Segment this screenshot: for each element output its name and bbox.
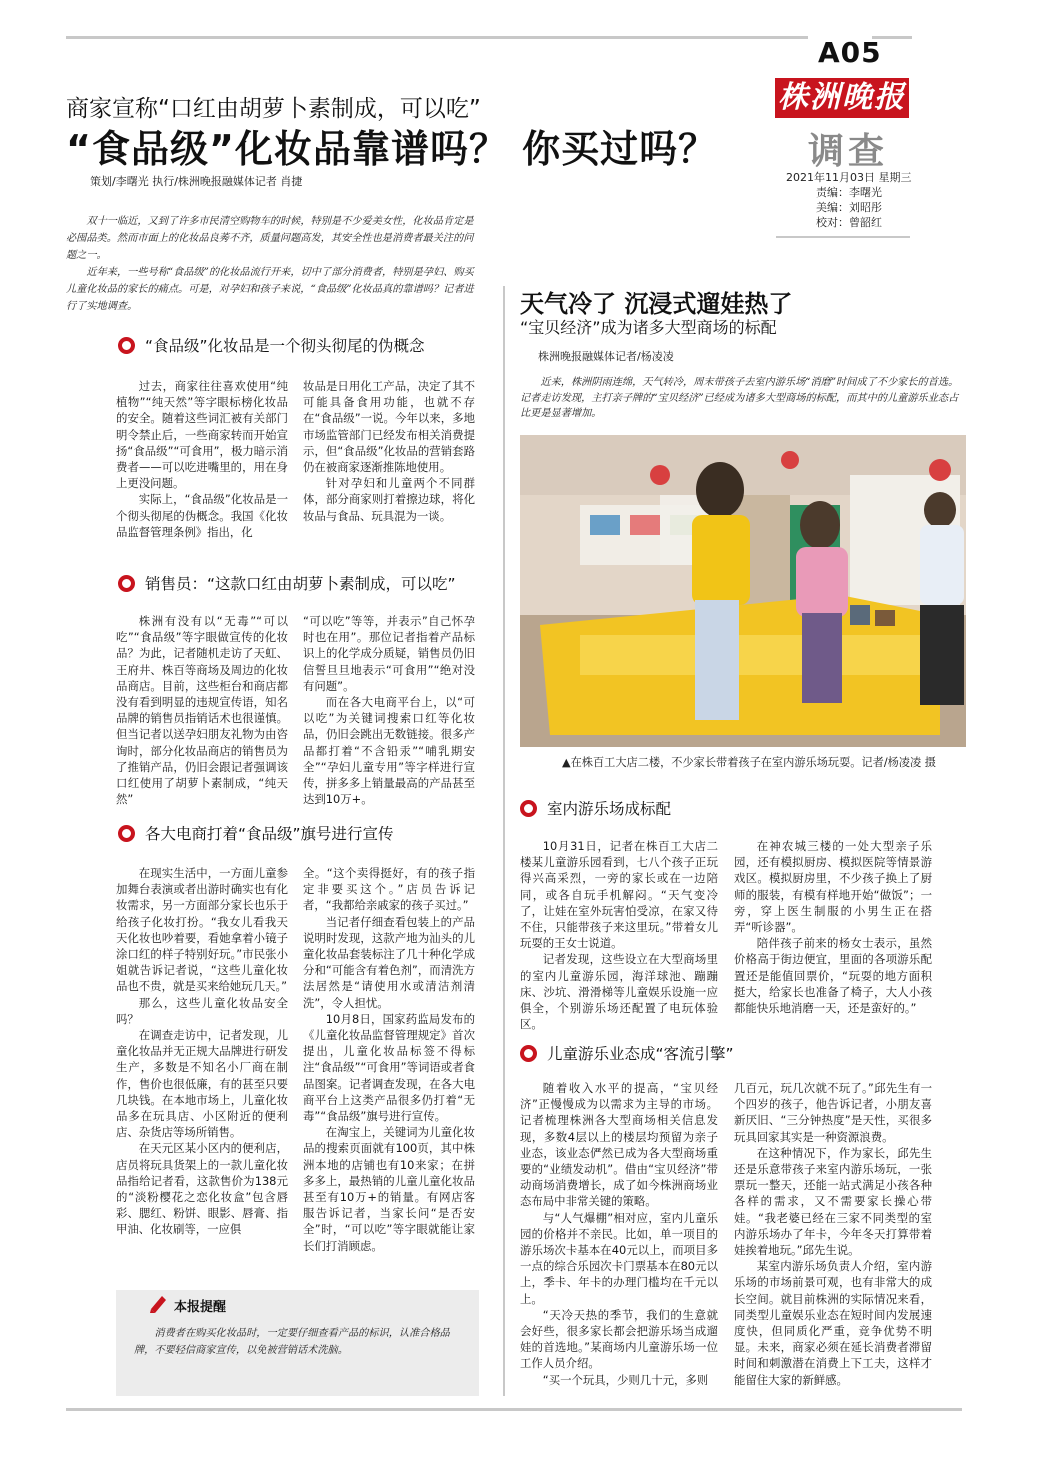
section-title: 儿童游乐业态成“客流引擎” — [547, 1045, 734, 1063]
paragraph: “可以吃”等等，并表示”自己怀孕时也在用”。那位记者指着产品标识上的化学成分质疑，销售员仍旧信誓旦旦地表示“可食用”“绝对没有问题”。 — [303, 614, 475, 693]
paragraph: 在神农城三楼的一处大型亲子乐园，还有模拟厨房、模拟医院等情景游戏区。模拟厨房里，不少孩子换上了厨师的服装，有模有样地开始“做饭”；一旁，穿上医生制服的小男生正在搭弄“听诊器”。 — [734, 839, 932, 935]
bullet-ring-icon — [118, 575, 135, 592]
paragraph: “买一个玩具，少则几十元，多则 — [542, 1372, 709, 1387]
article1-headline: “食品级”化妆品靠谱吗？ 你买过吗？ — [66, 127, 718, 171]
bullet-ring-icon — [520, 1045, 537, 1062]
editor-credit: 责编：李曙光 — [816, 186, 882, 199]
paragraph: 在现实生活中，一方面儿童参加舞台表演或者出游时确实也有化妆需求，另一方面部分家长也乐于给孩子化妆打扮。“我女儿看我天天化妆也吵着要，看她拿着小镜子涂口红的样子特别好玩。”市民张小姐就告诉记者说，“这些儿童化妆品也不贵，就是买来给她玩几天。” — [116, 866, 288, 994]
article1-kicker: 商家宣称“口红由胡萝卜素制成，可以吃” — [66, 96, 481, 122]
paragraph: 10月8日，国家药监局发布的《儿童化妆品监督管理规定》首次提出，儿童化妆品标签不得标注“食品级”“可食用”等词语或者食品图案。记者调查发现，在各大电商平台上这类产品很多仍打着“无毒”“食品级”旗号进行宣传。 — [303, 1011, 475, 1124]
paragraph: 几百元，玩几次就不玩了。”邱先生有一个四岁的孩子，他告诉记者，小朋友喜新厌旧、“三分钟热度”是天性，买很多玩具回家其实是一种资源浪费。 — [734, 1081, 932, 1144]
paragraph: 在调查走访中，记者发现，儿童化妆品并无正规大品牌进行研发生产，多数是不知名小厂商在制作，售价也很低廉，有的甚至只要几块钱。在本地市场上，儿童化妆品多在玩具店、小区附近的便利店、杂货店等场所销售。 — [116, 1028, 288, 1140]
paragraph: 与“人气爆棚”相对应，室内儿童乐园的价格并不亲民。比如，单一项目的游乐场次卡基本在40元以上，而项目多一点的综合乐园次卡门票基本在80元以上，季卡、年卡的办理门槛均在千元以上。 — [520, 1210, 718, 1306]
paragraph: 陪伴孩子前来的杨女士表示，虽然价格高于街边便宜，里面的各项游乐配置还是能值回票价，“玩耍的地方面积挺大，给家长也准备了椅子，大人小孩都能快乐地消磨一天，还是蛮好的。” — [734, 936, 932, 1016]
section-title: 各大电商打着“食品级”旗号进行宣传 — [145, 825, 394, 843]
section-heading-traffic-engine — [520, 1042, 734, 1064]
a2-s2-column-1 — [520, 1080, 718, 1388]
article2-subhead: “宝贝经济”成为诸多大型商场的标配 — [520, 318, 777, 337]
lead-paragraph: 近来，株洲阴雨连绵，天气转冷，周末带孩子去室内游乐场“消磨”时间成了不少家长的首选。记者走访发现，主打亲子牌的“宝贝经济”已经成为诸多大型商场的标配，而其中的儿童游乐业态占比更是显著增加。 — [520, 377, 959, 419]
section-heading-indoor-playground — [520, 797, 671, 819]
paragraph: 针对孕妇和儿童两个不同群体，部分商家则打着擦边球，将化妆品与食品、玩具混为一谈。 — [303, 476, 475, 523]
playground-photo — [520, 435, 966, 747]
page-meta — [786, 170, 912, 230]
paragraph: 某室内游乐场负责人介绍，室内游乐场的市场前景可观，也有非常大的成长空间。就目前株洲的实际情况来看，同类型儿童娱乐业态在短时间内发展速度快，但同质化严重，竞争优势不明显。未来，商家必须在延长消费者滞留时间和刺激潜在消费上下工夫，这样才能留住大家的新鲜感。 — [734, 1259, 932, 1387]
section-title: 销售员：“这款口红由胡萝卜素制成，可以吃” — [145, 575, 456, 593]
paragraph: 当记者仔细查看包装上的产品说明时发现，这款产地为汕头的儿童化妆品套装标注了几十种化学成分和“可能含有着色剂”，而清洗方法居然是“请使用水或清洁剂清洗”，令人担忧。 — [303, 914, 475, 1010]
paragraph: 在这种情况下，作为家长，邱先生还是乐意带孩子来室内游乐场玩，一张票玩一整天，还能一站式满足小孩各种各样的需求，又不需要家长操心带娃。“我老婆已经在三家不同类型的室内游乐场办了年卡，今年冬天打算带着娃挨着地玩。”邱先生说。 — [734, 1145, 932, 1258]
pen-icon — [148, 1292, 170, 1314]
paragraph: 妆品是日用化工产品，决定了其不可能具备食用功能，也就不存在“食品级”一说。今年以来，多地市场监管部门已经发布相关消费提示，但“食品级”化妆品的营销套路仍在被商家逐渐推陈地使用。 — [303, 379, 475, 475]
proofreader-credit: 校对：曾韶红 — [816, 216, 882, 229]
s2-column-2 — [303, 613, 475, 807]
s2-column-1 — [116, 613, 288, 807]
paragraph: “天冷天热的季节，我们的生意就会好些，很多家长都会把游乐场当成遛娃的首选地。”某商场内儿童游乐场一位工作人员介绍。 — [520, 1307, 718, 1371]
article2-headline: 天气冷了 沉浸式遛娃热了 — [520, 290, 793, 318]
section-label: 调查 — [808, 130, 889, 172]
section-heading-ecommerce — [118, 822, 394, 844]
column-divider — [503, 286, 505, 1396]
s3-column-2 — [303, 865, 475, 1254]
masthead-logo: 株洲晚报 — [775, 78, 909, 118]
article1-byline: 策划/李曙光 执行/株洲晚报融媒体记者 肖捷 — [90, 175, 303, 188]
issue-date: 2021年11月03日 星期三 — [786, 171, 912, 184]
paragraph: 10月31日，记者在株百工大店二楼某儿童游乐园看到，七八个孩子正玩得兴高采烈，一旁的家长或在一边陪同，或各自玩手机解闷。“天气变冷了，让娃在室外玩害怕受凉，在家又待不住，只能带孩子来这里玩。”带着女儿玩耍的王女士说道。 — [520, 839, 718, 951]
article2-byline: 株洲晚报融媒体记者/杨凌凌 — [538, 350, 674, 363]
reminder-paragraph: 消费者在购买化妆品时，一定要仔细查看产品的标识，认准合格品牌，不要轻信商家宣传，以免被营销话术洗脑。 — [134, 1328, 450, 1356]
page-number: A05 — [818, 36, 882, 69]
paragraph: 全。“这个卖得挺好，有的孩子指定非要买这个。”店员告诉记者，“我都给亲戚家的孩子买过。” — [303, 866, 475, 913]
designer-credit: 美编：刘昭彤 — [816, 201, 882, 214]
paragraph: 记者发现，这些设立在大型商场里的室内儿童游乐园，海洋球池、蹦蹦床、沙坑、滑滑梯等儿童娱乐设施一应俱全，个别游乐场还配置了电玩体验区。 — [520, 952, 718, 1032]
bottom-rule — [66, 1408, 962, 1411]
section-heading-fake-concept — [118, 334, 425, 356]
paragraph: 在天元区某小区内的便利店，店员将玩具货架上的一款儿童化妆品指给记者看，这款售价为138元的“淡粉樱花之恋化妆盒”包含唇彩、腮红、粉饼、眼影、唇膏、指甲油、化妆刷等，一应俱 — [116, 1141, 288, 1237]
lead-paragraph: 近年来，一些号称“食品级”的化妆品流行开来，切中了部分消费者，特别是孕妇、购买儿童化妆品的家长的痛点。可是，对孕妇和孩子来说，“食品级”化妆品真的靠谱吗？记者进行了实地调查。 — [66, 267, 474, 312]
a2-s2-column-2 — [734, 1080, 932, 1388]
a2-s1-column-1 — [520, 838, 718, 1032]
paragraph: 随着收入水平的提高，“宝贝经济”正慢慢成为以需求为主导的市场。记者梳理株洲各大型商场相关信息发现，多数4层以上的楼层均预留为亲子业态，该业态俨然已成为各大型商场重要的“业绩发动机”。借由“宝贝经济”带动商场消费增长，成了如今株洲商场业态布局中非常关键的策略。 — [520, 1081, 718, 1209]
top-rule — [66, 36, 808, 39]
article1-lead — [66, 213, 474, 315]
reminder-text — [134, 1325, 464, 1359]
paragraph: 过去，商家往往喜欢使用“纯植物”“纯天然”等字眼标榜化妆品的安全。随着这些词汇被有关部门明令禁止后，一些商家转而开始宣扬“食品级”“可食用”，极力暗示消费者——可以吃进嘴里的，用在身上更没问题。 — [116, 379, 288, 491]
section-title: “食品级”化妆品是一个彻头彻尾的伪概念 — [145, 337, 425, 355]
paragraph: 株洲有没有以“无毒”“可以吃”“食品级”等字眼做宣传的化妆品？为此，记者随机走访了天虹、王府井、株百等商场及周边的化妆品商店。目前，这些柜台和商店都没有看到明显的违规宣传语，知名品牌的销售员指销话术也很谨慎。但当记者以送孕妇朋友礼物为由咨询时，部分化妆品商店的销售员为了推销产品，仍旧会跟记者强调该口红使用了胡萝卜素制成，“纯天然” — [116, 614, 288, 807]
paragraph: 在淘宝上，关键词为儿童化妆品的搜索页面就有100页，其中株洲本地的店铺也有10来家；在拼多多上，最热销的儿童儿童化妆品甚至有10万+的销量。有网店客服告诉记者，当家长问“是否安全”时，“可以吃”等字眼就能让家长们打消顾虑。 — [303, 1125, 475, 1253]
section-heading-salesperson — [118, 572, 456, 594]
bullet-ring-icon — [118, 825, 135, 842]
s1-column-1 — [116, 378, 288, 540]
s1-column-2 — [303, 378, 475, 524]
reminder-title: 本报提醒 — [174, 1300, 227, 1315]
a2-s1-column-2 — [734, 838, 932, 1016]
section-title: 室内游乐场成标配 — [547, 800, 672, 818]
playground-illustration — [520, 435, 966, 747]
article2-lead — [520, 375, 966, 422]
meta-rule — [776, 236, 910, 238]
paragraph: 而在各大电商平台上，以“可以吃”为关键词搜索口红等化妆品，仍旧会跳出无数链接。很多产品都打着“不含铅汞”“哺乳期安全”“孕妇儿童专用”等字样进行宣传，拼多多上销量最高的产品甚至达到10万+。 — [303, 695, 475, 807]
bullet-ring-icon — [118, 337, 135, 354]
paragraph: 那么，这些儿童化妆品安全吗？ — [116, 995, 288, 1026]
photo-caption: ▲在株百工大店二楼，不少家长带着孩子在室内游乐场玩耍。记者/杨凌凌 摄 — [562, 756, 936, 769]
bullet-ring-icon — [520, 800, 537, 817]
paragraph: 实际上，“食品级”化妆品是一个彻头彻尾的伪概念。我国《化妆品监督管理条例》指出，化 — [116, 492, 288, 539]
s3-column-1 — [116, 865, 288, 1238]
lead-paragraph: 双十一临近，又到了许多市民清空购物车的时候，特别是不少爱美女性，化妆品肯定是必囤品类。然而市面上的化妆品良莠不齐，质量问题高发，其安全性也是消费者最关注的问题之一。 — [66, 216, 474, 261]
